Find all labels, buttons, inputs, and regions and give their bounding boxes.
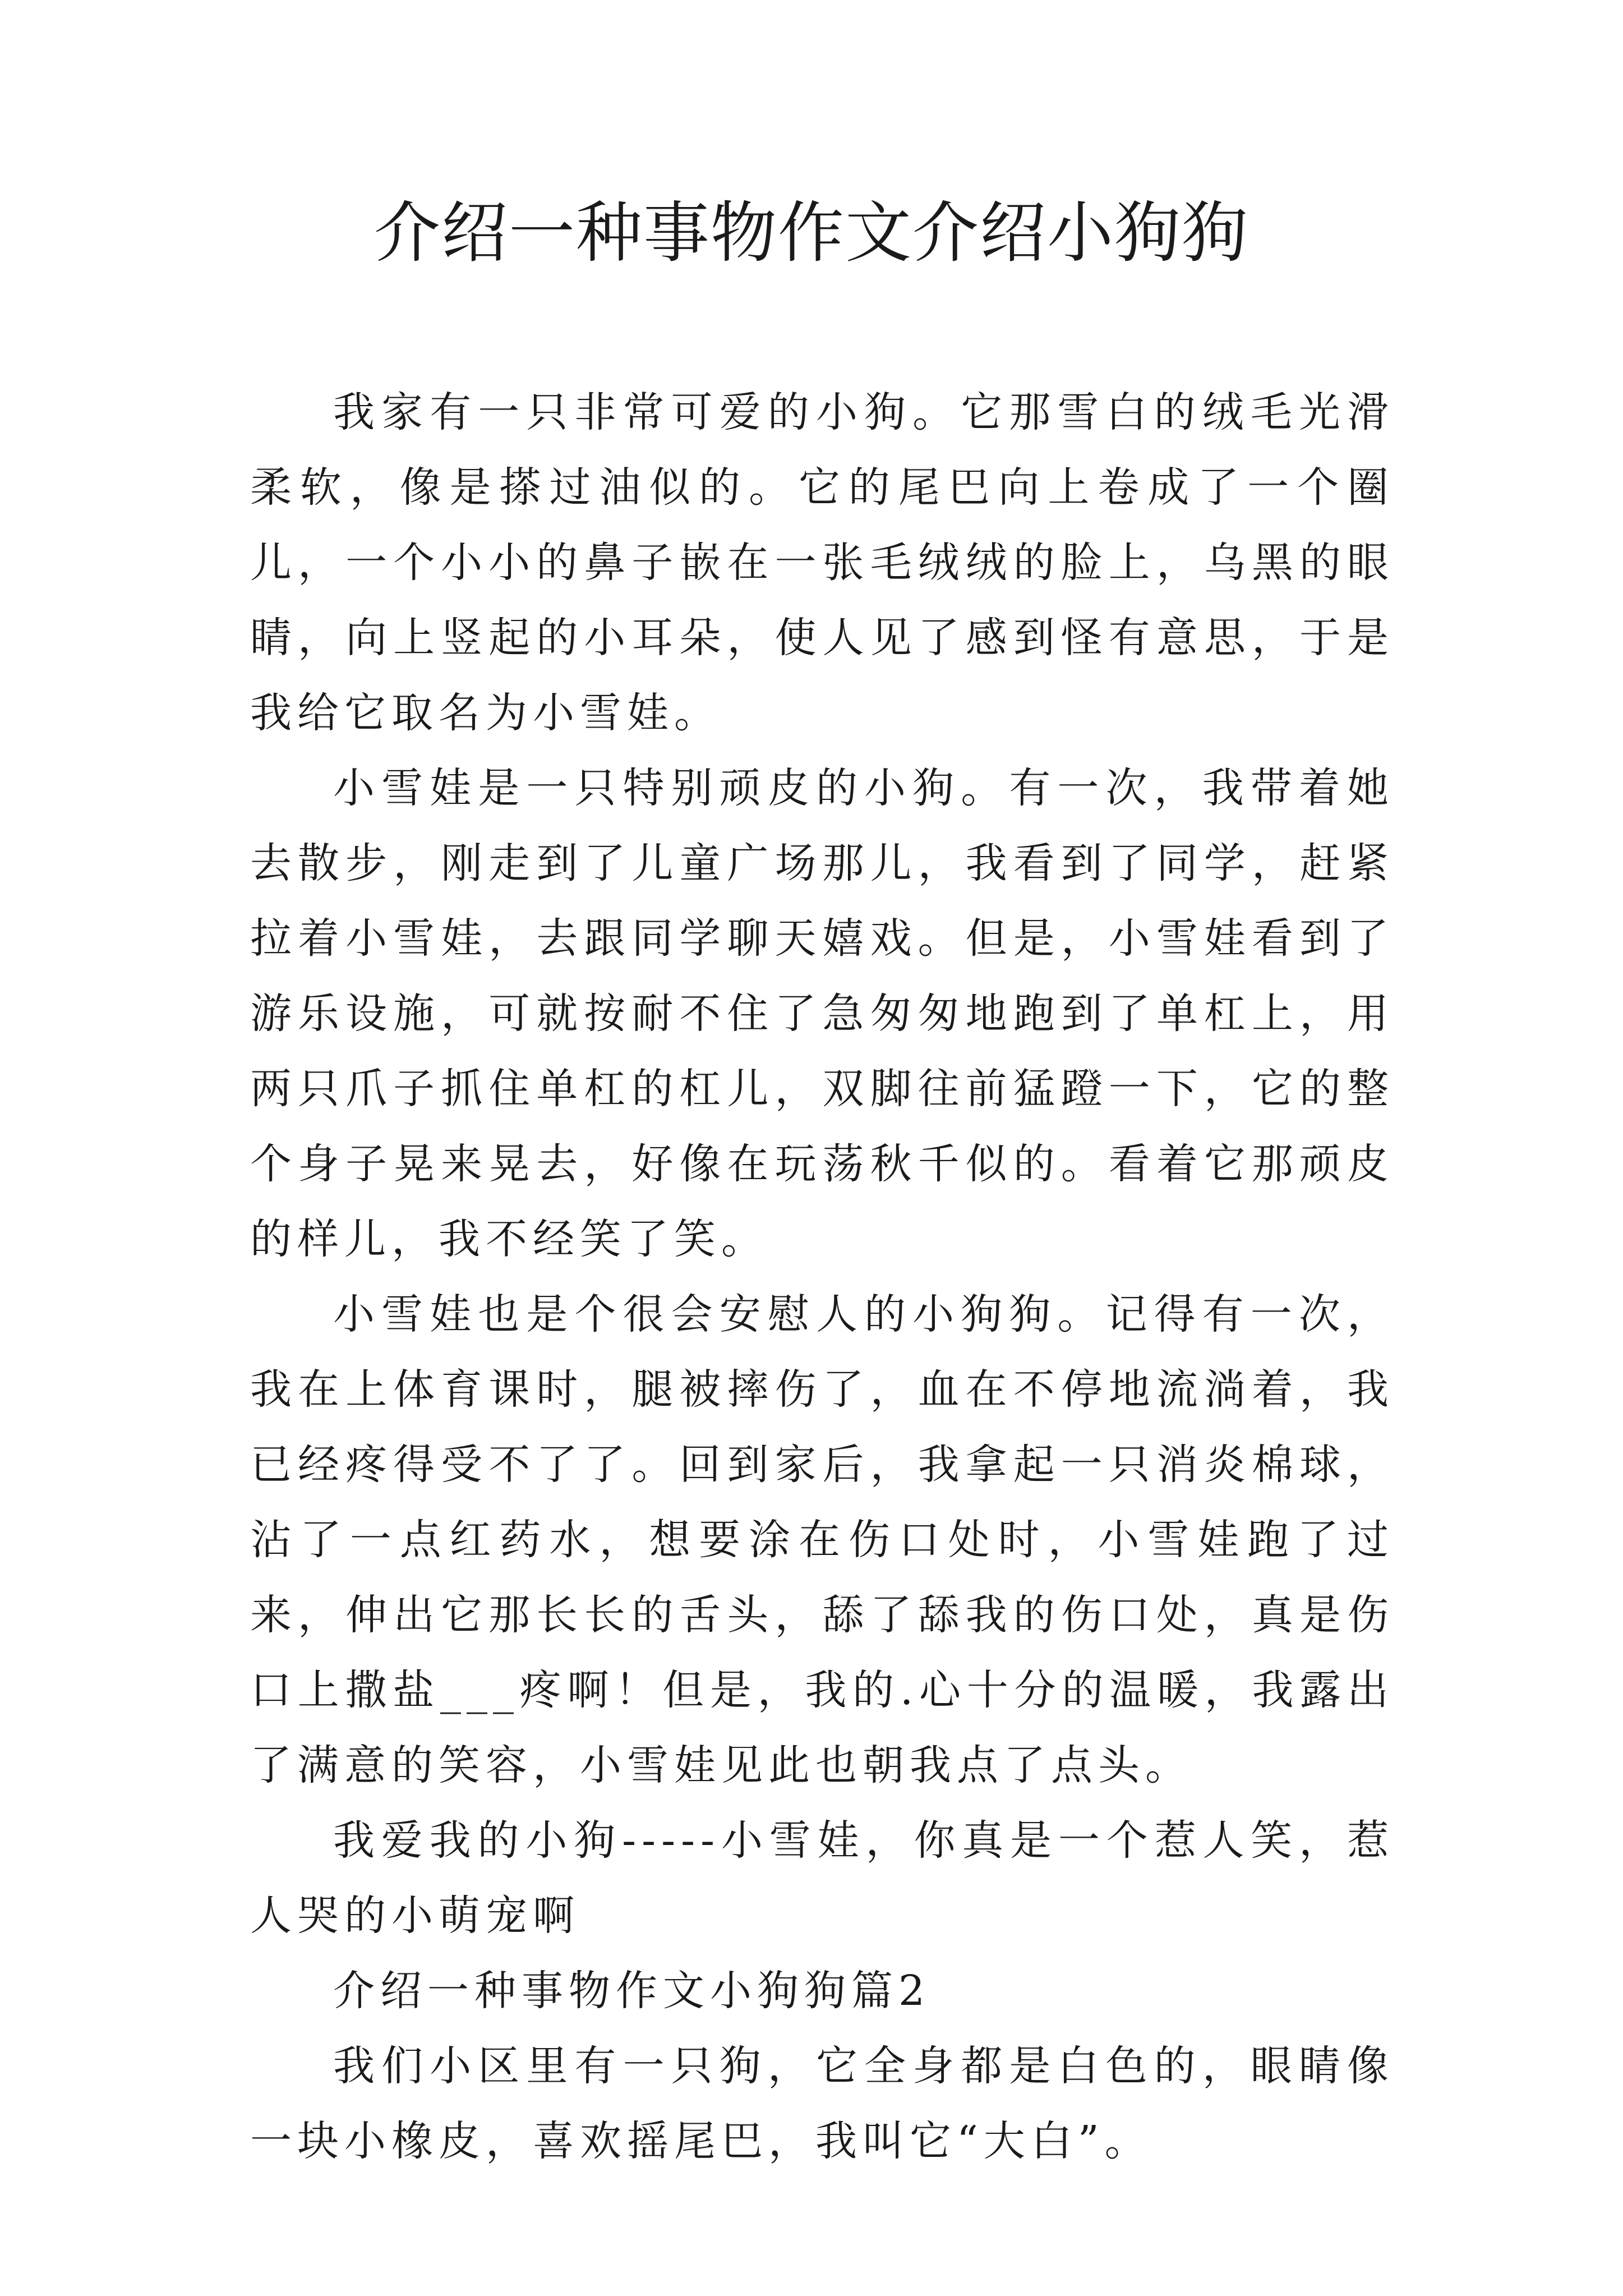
- document-body: [250, 375, 1394, 2179]
- paragraph: 我家有一只非常可爱的小狗。它那雪白的绒毛光滑柔软，像是搽过油似的。它的尾巴向上卷成了一个圈儿，一个小小的鼻子嵌在一张毛绒绒的脸上，乌黑的眼睛，向上竖起的小耳朵，使人见了感到怪有意思，于是我给它取名为小雪娃。: [250, 388, 1394, 737]
- paragraph: 小雪娃是一只特别顽皮的小狗。有一次，我带着她去散步，刚走到了儿童广场那儿，我看到了同学，赶紧拉着小雪娃，去跟同学聊天嬉戏。但是，小雪娃看到了游乐设施，可就按耐不住了急匆匆地跑到了单杠上，用两只爪子抓住单杠的杠儿，双脚往前猛蹬一下，它的整个身子晃来晃去，好像在玩荡秋千似的。看着它那顽皮的样儿，我不经笑了笑。: [250, 764, 1394, 1263]
- paragraph: 小雪娃也是个很会安慰人的小狗狗。记得有一次，我在上体育课时，腿被摔伤了，血在不停地流淌着，我已经疼得受不了了。回到家后，我拿起一只消炎棉球，沾了一点红药水，想要涂在伤口处时，小雪娃跑了过来，伸出它那长长的舌头，舔了舔我的伤口处，真是伤口上撒盐___疼啊！但是，我的.心十分的温暖，我露出了满意的笑容，小雪娃见此也朝我点了点头。: [250, 1290, 1394, 1789]
- paragraph: 我爱我的小狗-----小雪娃，你真是一个惹人笑，惹人哭的小萌宠啊: [250, 1816, 1394, 1940]
- document-title: 介绍一种事物作文介绍小狗狗: [374, 194, 1249, 272]
- paragraph: 我们小区里有一只狗，它全身都是白色的，眼睛像一块小橡皮，喜欢摇尾巴，我叫它“大白”。: [250, 2042, 1394, 2165]
- section-heading: 介绍一种事物作文小狗狗篇2: [333, 1967, 931, 2015]
